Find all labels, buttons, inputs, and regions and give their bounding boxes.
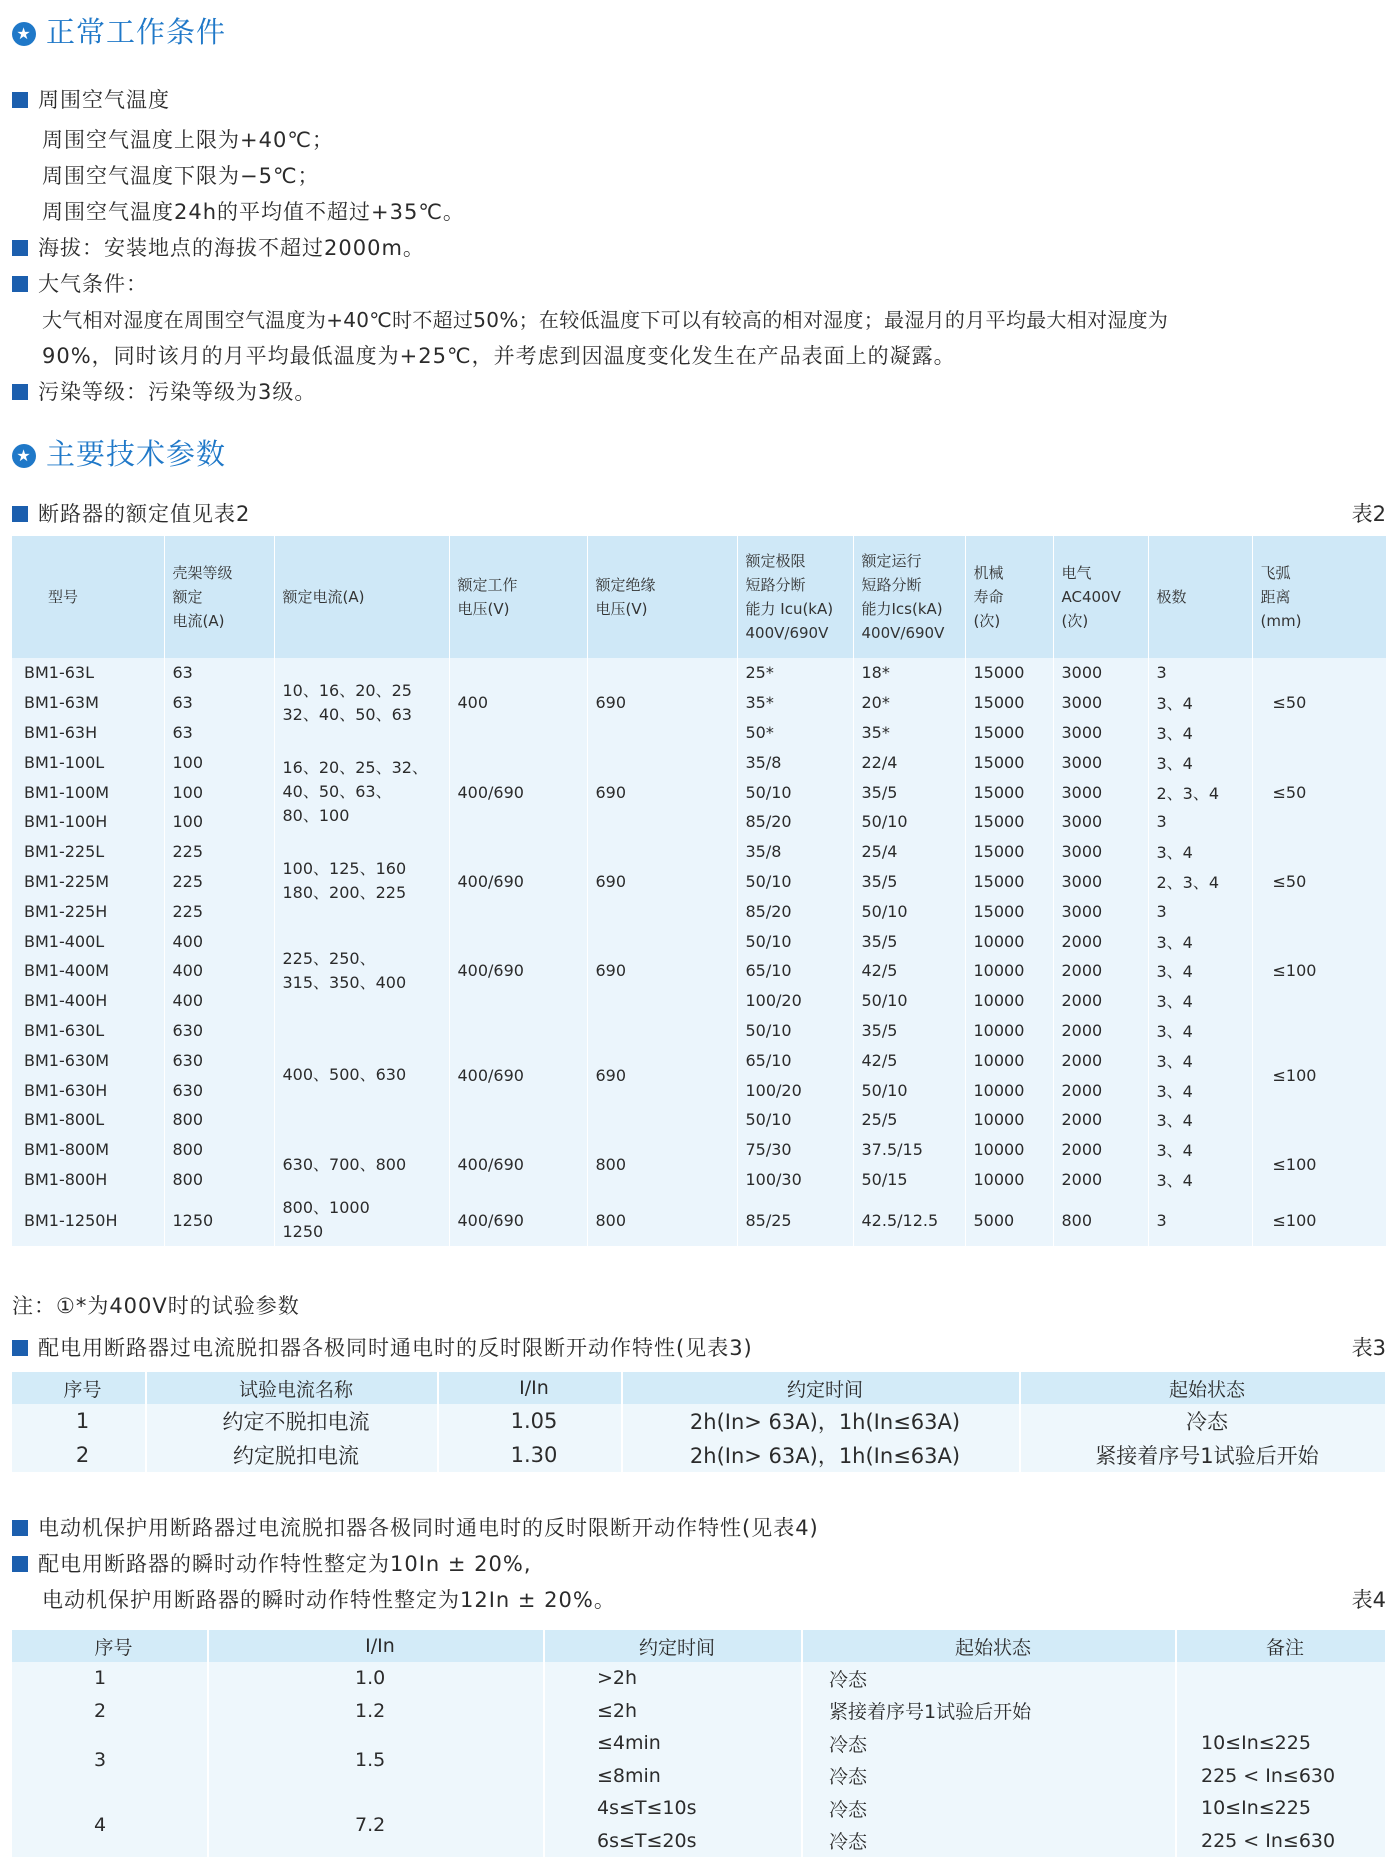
ratio-cell: 1.5 bbox=[208, 1727, 544, 1792]
text-line: 周围空气温度24h的平均值不超过+35℃。 bbox=[42, 200, 465, 224]
mechanical-life-cell: 10000 bbox=[965, 956, 1053, 986]
caption-text: 配电用断路器过电流脱扣器各极同时通电时的反时限断开动作特性(见表3) bbox=[38, 1336, 753, 1360]
insulation-voltage-cell: 800 bbox=[587, 1194, 737, 1246]
ics-cell: 42/5 bbox=[853, 1045, 965, 1075]
model-cell: BM1-100L bbox=[12, 747, 164, 777]
table-header-cell: 约定时间 bbox=[544, 1630, 802, 1662]
icu-cell: 100/30 bbox=[737, 1165, 853, 1195]
frame-current-cell: 100 bbox=[164, 747, 274, 777]
table-header-cell: 壳架等级 额定 电流(A) bbox=[164, 536, 274, 658]
text-line: 周围空气温度上限为+40℃； bbox=[42, 128, 334, 152]
insulation-voltage-cell: 690 bbox=[587, 926, 737, 1015]
table3-label: 表3 bbox=[1351, 1336, 1386, 1360]
bullet-pollution bbox=[12, 376, 316, 406]
table-header-cell: 额定工作 电压(V) bbox=[449, 536, 587, 658]
table-row bbox=[12, 1404, 1386, 1438]
rated-current-cell: 630、700、800 bbox=[274, 1135, 449, 1195]
icu-cell: 35/8 bbox=[737, 747, 853, 777]
time-cell: 4s≤T≤10s bbox=[544, 1792, 802, 1825]
poles-cell: 3、4 bbox=[1148, 956, 1252, 986]
bullet-text: 周围空气温度 bbox=[38, 88, 170, 112]
model-cell: BM1-100M bbox=[12, 777, 164, 807]
model-cell: BM1-400M bbox=[12, 956, 164, 986]
table-row bbox=[12, 1194, 1386, 1246]
ics-cell: 25/4 bbox=[853, 837, 965, 867]
frame-current-cell: 100 bbox=[164, 807, 274, 837]
table-header-cell: 额定极限 短路分断 能力 Icu(kA) 400V/690V bbox=[737, 536, 853, 658]
bullet-text: 大气条件： bbox=[38, 272, 148, 296]
ics-cell: 50/10 bbox=[853, 986, 965, 1016]
ratio-cell: 7.2 bbox=[208, 1792, 544, 1857]
bullet-ambient-temp bbox=[12, 84, 170, 114]
table-header-cell: 起始状态 bbox=[802, 1630, 1176, 1662]
ics-cell: 22/4 bbox=[853, 747, 965, 777]
frame-current-cell: 225 bbox=[164, 837, 274, 867]
bullet-atmosphere bbox=[12, 268, 148, 298]
ics-cell: 50/10 bbox=[853, 807, 965, 837]
insulation-voltage-cell: 690 bbox=[587, 658, 737, 747]
table-row bbox=[12, 1016, 1386, 1046]
section-title-tech-params bbox=[12, 432, 226, 473]
poles-cell: 3、4 bbox=[1148, 1135, 1252, 1165]
table-row bbox=[12, 837, 1386, 867]
model-cell: BM1-800L bbox=[12, 1105, 164, 1135]
model-cell: BM1-100H bbox=[12, 807, 164, 837]
time-cell: ≤4min bbox=[544, 1727, 802, 1760]
ics-cell: 35/5 bbox=[853, 926, 965, 956]
table-header-cell: I/In bbox=[438, 1372, 622, 1404]
model-cell: BM1-630M bbox=[12, 1045, 164, 1075]
model-cell: BM1-400L bbox=[12, 926, 164, 956]
table-header-cell: 额定绝缘 电压(V) bbox=[587, 536, 737, 658]
remark-cell bbox=[1176, 1662, 1386, 1695]
frame-current-cell: 800 bbox=[164, 1105, 274, 1135]
table-cell: 1.05 bbox=[438, 1404, 622, 1438]
mechanical-life-cell: 10000 bbox=[965, 1105, 1053, 1135]
electrical-life-cell: 3000 bbox=[1053, 867, 1148, 897]
mechanical-life-cell: 15000 bbox=[965, 688, 1053, 718]
frame-current-cell: 630 bbox=[164, 1075, 274, 1105]
mechanical-life-cell: 10000 bbox=[965, 926, 1053, 956]
poles-cell: 3、4 bbox=[1148, 747, 1252, 777]
electrical-life-cell: 2000 bbox=[1053, 1045, 1148, 1075]
ics-cell: 25/5 bbox=[853, 1105, 965, 1135]
time-cell: ≤2h bbox=[544, 1695, 802, 1728]
seq-cell: 3 bbox=[12, 1727, 208, 1792]
mechanical-life-cell: 10000 bbox=[965, 986, 1053, 1016]
frame-current-cell: 400 bbox=[164, 986, 274, 1016]
square-bullet-icon bbox=[12, 1520, 28, 1536]
icu-cell: 50/10 bbox=[737, 867, 853, 897]
square-bullet-icon bbox=[12, 506, 28, 522]
insulation-voltage-cell: 690 bbox=[587, 747, 737, 836]
poles-cell: 3 bbox=[1148, 807, 1252, 837]
icu-cell: 65/10 bbox=[737, 956, 853, 986]
star-icon: ★ bbox=[12, 22, 36, 46]
section-title-text: 正常工作条件 bbox=[46, 15, 227, 49]
square-bullet-icon bbox=[12, 384, 28, 400]
table-row bbox=[12, 1727, 1386, 1760]
ratio-cell: 1.2 bbox=[208, 1695, 544, 1728]
table-row bbox=[12, 926, 1386, 956]
caption-text: 配电用断路器的瞬时动作特性整定为10In ± 20%, bbox=[38, 1552, 532, 1576]
mechanical-life-cell: 10000 bbox=[965, 1165, 1053, 1195]
frame-current-cell: 400 bbox=[164, 956, 274, 986]
mechanical-life-cell: 15000 bbox=[965, 807, 1053, 837]
time-cell: >2h bbox=[544, 1662, 802, 1695]
poles-cell: 3、4 bbox=[1148, 986, 1252, 1016]
rated-current-cell: 800、1000 1250 bbox=[274, 1194, 449, 1246]
table-cell: 约定脱扣电流 bbox=[146, 1438, 438, 1472]
rated-voltage-cell: 400/690 bbox=[449, 837, 587, 926]
table3-caption bbox=[12, 1332, 753, 1362]
frame-current-cell: 63 bbox=[164, 658, 274, 688]
table2-caption bbox=[12, 498, 250, 528]
star-icon: ★ bbox=[12, 444, 36, 468]
table-row bbox=[12, 1792, 1386, 1825]
mechanical-life-cell: 15000 bbox=[965, 718, 1053, 748]
table-header-cell: 约定时间 bbox=[622, 1372, 1020, 1404]
text-line: 大气相对湿度在周围空气温度为+40℃时不超过50%；在较低温度下可以有较高的相对湿度；最湿月的月平均最大相对湿度为 bbox=[42, 308, 1169, 332]
mechanical-life-cell: 15000 bbox=[965, 747, 1053, 777]
state-cell: 冷态 bbox=[802, 1825, 1176, 1858]
table-header-cell: 备注 bbox=[1176, 1630, 1386, 1662]
mechanical-life-cell: 15000 bbox=[965, 777, 1053, 807]
model-cell: BM1-225L bbox=[12, 837, 164, 867]
ics-cell: 50/10 bbox=[853, 1075, 965, 1105]
poles-cell: 3、4 bbox=[1148, 926, 1252, 956]
poles-cell: 3、4 bbox=[1148, 688, 1252, 718]
icu-cell: 85/20 bbox=[737, 896, 853, 926]
icu-cell: 50/10 bbox=[737, 1016, 853, 1046]
frame-current-cell: 400 bbox=[164, 926, 274, 956]
bullet-text: 海拔：安装地点的海拔不超过2000m。 bbox=[38, 236, 425, 260]
state-cell: 冷态 bbox=[802, 1760, 1176, 1793]
table-row bbox=[12, 1438, 1386, 1472]
ics-cell: 20* bbox=[853, 688, 965, 718]
icu-cell: 100/20 bbox=[737, 986, 853, 1016]
remark-cell: 225 < In≤630 bbox=[1176, 1760, 1386, 1793]
poles-cell: 3、4 bbox=[1148, 837, 1252, 867]
frame-current-cell: 630 bbox=[164, 1045, 274, 1075]
mechanical-life-cell: 15000 bbox=[965, 867, 1053, 897]
electrical-life-cell: 3000 bbox=[1053, 777, 1148, 807]
square-bullet-icon bbox=[12, 276, 28, 292]
poles-cell: 3、4 bbox=[1148, 1016, 1252, 1046]
state-cell: 冷态 bbox=[802, 1727, 1176, 1760]
icu-cell: 85/25 bbox=[737, 1194, 853, 1246]
note-text: 注：①*为400V时的试验参数 bbox=[12, 1294, 300, 1318]
poles-cell: 3、4 bbox=[1148, 1075, 1252, 1105]
caption-text: 断路器的额定值见表2 bbox=[38, 502, 251, 526]
time-cell: 6s≤T≤20s bbox=[544, 1825, 802, 1858]
table-header-cell: I/In bbox=[208, 1630, 544, 1662]
square-bullet-icon bbox=[12, 1556, 28, 1572]
frame-current-cell: 800 bbox=[164, 1165, 274, 1195]
insulation-voltage-cell: 800 bbox=[587, 1135, 737, 1195]
rating-table bbox=[12, 536, 1387, 1246]
arc-distance-cell: ≤100 bbox=[1252, 1135, 1386, 1195]
table-header-cell: 飞弧 距离 (mm) bbox=[1252, 536, 1386, 658]
text-line: 周围空气温度下限为−5℃； bbox=[42, 164, 320, 188]
mechanical-life-cell: 15000 bbox=[965, 837, 1053, 867]
electrical-life-cell: 3000 bbox=[1053, 747, 1148, 777]
table-header-cell: 机械 寿命 (次) bbox=[965, 536, 1053, 658]
icu-cell: 85/20 bbox=[737, 807, 853, 837]
table-cell: 2h(In> 63A)，1h(In≤63A) bbox=[622, 1404, 1020, 1438]
state-cell: 紧接着序号1试验后开始 bbox=[802, 1695, 1176, 1728]
mechanical-life-cell: 10000 bbox=[965, 1135, 1053, 1165]
model-cell: BM1-800M bbox=[12, 1135, 164, 1165]
table-cell: 紧接着序号1试验后开始 bbox=[1020, 1438, 1386, 1472]
ics-cell: 37.5/15 bbox=[853, 1135, 965, 1165]
electrical-life-cell: 3000 bbox=[1053, 896, 1148, 926]
rated-voltage-cell: 400 bbox=[449, 658, 587, 747]
electrical-life-cell: 2000 bbox=[1053, 1016, 1148, 1046]
rated-voltage-cell: 400/690 bbox=[449, 1194, 587, 1246]
seq-cell: 4 bbox=[12, 1792, 208, 1857]
text-line: 90%，同时该月的月平均最低温度为+25℃，并考虑到因温度变化发生在产品表面上的凝露。 bbox=[42, 344, 956, 368]
arc-distance-cell: ≤100 bbox=[1252, 1194, 1386, 1246]
electrical-life-cell: 2000 bbox=[1053, 926, 1148, 956]
model-cell: BM1-63M bbox=[12, 688, 164, 718]
frame-current-cell: 100 bbox=[164, 777, 274, 807]
table-row bbox=[12, 1662, 1386, 1695]
poles-cell: 3、4 bbox=[1148, 1105, 1252, 1135]
rated-voltage-cell: 400/690 bbox=[449, 926, 587, 1015]
poles-cell: 3、4 bbox=[1148, 1045, 1252, 1075]
frame-current-cell: 630 bbox=[164, 1016, 274, 1046]
table-header-cell: 起始状态 bbox=[1020, 1372, 1386, 1404]
mechanical-life-cell: 15000 bbox=[965, 658, 1053, 688]
rated-current-cell: 100、125、160 180、200、225 bbox=[274, 837, 449, 926]
insulation-voltage-cell: 690 bbox=[587, 1016, 737, 1135]
seq-cell: 1 bbox=[12, 1662, 208, 1695]
frame-current-cell: 63 bbox=[164, 718, 274, 748]
electrical-life-cell: 3000 bbox=[1053, 658, 1148, 688]
mechanical-life-cell: 5000 bbox=[965, 1194, 1053, 1246]
mechanical-life-cell: 15000 bbox=[965, 896, 1053, 926]
model-cell: BM1-225H bbox=[12, 896, 164, 926]
poles-cell: 3 bbox=[1148, 896, 1252, 926]
poles-cell: 2、3、4 bbox=[1148, 777, 1252, 807]
arc-distance-cell: ≤100 bbox=[1252, 1016, 1386, 1135]
table-cell: 2h(In> 63A)，1h(In≤63A) bbox=[622, 1438, 1020, 1472]
electrical-life-cell: 2000 bbox=[1053, 1105, 1148, 1135]
electrical-life-cell: 2000 bbox=[1053, 1165, 1148, 1195]
icu-cell: 65/10 bbox=[737, 1045, 853, 1075]
table-cell: 1 bbox=[12, 1404, 146, 1438]
table-header-cell: 型号 bbox=[12, 536, 164, 658]
frame-current-cell: 225 bbox=[164, 896, 274, 926]
arc-distance-cell: ≤50 bbox=[1252, 837, 1386, 926]
rated-voltage-cell: 400/690 bbox=[449, 1135, 587, 1195]
ics-cell: 42.5/12.5 bbox=[853, 1194, 965, 1246]
table-header-cell: 序号 bbox=[12, 1630, 208, 1662]
ics-cell: 42/5 bbox=[853, 956, 965, 986]
icu-cell: 35/8 bbox=[737, 837, 853, 867]
rated-current-cell: 225、250、 315、350、400 bbox=[274, 926, 449, 1015]
insulation-voltage-cell: 690 bbox=[587, 837, 737, 926]
square-bullet-icon bbox=[12, 92, 28, 108]
table-header-cell: 电气 AC400V (次) bbox=[1053, 536, 1148, 658]
table4-caption-2 bbox=[12, 1548, 532, 1578]
poles-cell: 3 bbox=[1148, 1194, 1252, 1246]
time-cell: ≤8min bbox=[544, 1760, 802, 1793]
electrical-life-cell: 3000 bbox=[1053, 837, 1148, 867]
table-row bbox=[12, 747, 1386, 777]
state-cell: 冷态 bbox=[802, 1792, 1176, 1825]
icu-cell: 35* bbox=[737, 688, 853, 718]
square-bullet-icon bbox=[12, 1340, 28, 1356]
mechanical-life-cell: 10000 bbox=[965, 1075, 1053, 1105]
icu-cell: 50* bbox=[737, 718, 853, 748]
table4-label: 表4 bbox=[1351, 1588, 1386, 1612]
table-header-cell: 试验电流名称 bbox=[146, 1372, 438, 1404]
model-cell: BM1-400H bbox=[12, 986, 164, 1016]
rated-current-cell: 10、16、20、25 32、40、50、63 bbox=[274, 658, 449, 747]
arc-distance-cell: ≤100 bbox=[1252, 926, 1386, 1015]
state-cell: 冷态 bbox=[802, 1662, 1176, 1695]
icu-cell: 50/10 bbox=[737, 777, 853, 807]
ics-cell: 35/5 bbox=[853, 777, 965, 807]
table2-label: 表2 bbox=[1351, 502, 1386, 526]
table-row bbox=[12, 1695, 1386, 1728]
rated-voltage-cell: 400/690 bbox=[449, 747, 587, 836]
section-title-working-conditions bbox=[12, 10, 226, 51]
bullet-text: 污染等级：污染等级为3级。 bbox=[38, 380, 317, 404]
poles-cell: 3、4 bbox=[1148, 718, 1252, 748]
table-row bbox=[12, 1135, 1386, 1165]
section-title-text: 主要技术参数 bbox=[46, 437, 227, 471]
model-cell: BM1-630L bbox=[12, 1016, 164, 1046]
table-header-cell: 额定电流(A) bbox=[274, 536, 449, 658]
remark-cell: 225 < In≤630 bbox=[1176, 1825, 1386, 1858]
table-cell: 1.30 bbox=[438, 1438, 622, 1472]
electrical-life-cell: 2000 bbox=[1053, 956, 1148, 986]
remark-cell: 10≤In≤225 bbox=[1176, 1727, 1386, 1760]
icu-cell: 25* bbox=[737, 658, 853, 688]
icu-cell: 75/30 bbox=[737, 1135, 853, 1165]
table-header-cell: 序号 bbox=[12, 1372, 146, 1404]
electrical-life-cell: 800 bbox=[1053, 1194, 1148, 1246]
electrical-life-cell: 3000 bbox=[1053, 718, 1148, 748]
model-cell: BM1-63H bbox=[12, 718, 164, 748]
table-cell: 冷态 bbox=[1020, 1404, 1386, 1438]
frame-current-cell: 225 bbox=[164, 867, 274, 897]
ics-cell: 50/10 bbox=[853, 896, 965, 926]
mechanical-life-cell: 10000 bbox=[965, 1016, 1053, 1046]
model-cell: BM1-630H bbox=[12, 1075, 164, 1105]
electrical-life-cell: 3000 bbox=[1053, 688, 1148, 718]
ratio-cell: 1.0 bbox=[208, 1662, 544, 1695]
seq-cell: 2 bbox=[12, 1695, 208, 1728]
table4 bbox=[12, 1630, 1387, 1857]
icu-cell: 100/20 bbox=[737, 1075, 853, 1105]
bullet-altitude bbox=[12, 232, 425, 262]
table-header-cell: 极数 bbox=[1148, 536, 1252, 658]
ics-cell: 35/5 bbox=[853, 867, 965, 897]
rated-current-cell: 16、20、25、32、 40、50、63、 80、100 bbox=[274, 747, 449, 836]
electrical-life-cell: 3000 bbox=[1053, 807, 1148, 837]
square-bullet-icon bbox=[12, 240, 28, 256]
remark-cell: 10≤In≤225 bbox=[1176, 1792, 1386, 1825]
ics-cell: 50/15 bbox=[853, 1165, 965, 1195]
table-cell: 2 bbox=[12, 1438, 146, 1472]
model-cell: BM1-800H bbox=[12, 1165, 164, 1195]
icu-cell: 50/10 bbox=[737, 926, 853, 956]
frame-current-cell: 63 bbox=[164, 688, 274, 718]
poles-cell: 3 bbox=[1148, 658, 1252, 688]
table-cell: 约定不脱扣电流 bbox=[146, 1404, 438, 1438]
rated-voltage-cell: 400/690 bbox=[449, 1016, 587, 1135]
frame-current-cell: 1250 bbox=[164, 1194, 274, 1246]
table4-caption-3: 电动机保护用断路器的瞬时动作特性整定为12In ± 20%。 bbox=[42, 1588, 616, 1612]
arc-distance-cell: ≤50 bbox=[1252, 747, 1386, 836]
model-cell: BM1-1250H bbox=[12, 1194, 164, 1246]
arc-distance-cell: ≤50 bbox=[1252, 658, 1386, 747]
table-row bbox=[12, 658, 1386, 688]
model-cell: BM1-225M bbox=[12, 867, 164, 897]
poles-cell: 3、4 bbox=[1148, 1165, 1252, 1195]
remark-cell bbox=[1176, 1695, 1386, 1728]
ics-cell: 35* bbox=[853, 718, 965, 748]
table-header-cell: 额定运行 短路分断 能力Ics(kA) 400V/690V bbox=[853, 536, 965, 658]
frame-current-cell: 800 bbox=[164, 1135, 274, 1165]
poles-cell: 2、3、4 bbox=[1148, 867, 1252, 897]
ics-cell: 35/5 bbox=[853, 1016, 965, 1046]
table3 bbox=[12, 1372, 1387, 1472]
electrical-life-cell: 2000 bbox=[1053, 1135, 1148, 1165]
electrical-life-cell: 2000 bbox=[1053, 1075, 1148, 1105]
caption-text: 电动机保护用断路器过电流脱扣器各极同时通电时的反时限断开动作特性(见表4) bbox=[38, 1516, 819, 1540]
ics-cell: 18* bbox=[853, 658, 965, 688]
table4-caption-1 bbox=[12, 1512, 819, 1542]
mechanical-life-cell: 10000 bbox=[965, 1045, 1053, 1075]
model-cell: BM1-63L bbox=[12, 658, 164, 688]
electrical-life-cell: 2000 bbox=[1053, 986, 1148, 1016]
icu-cell: 50/10 bbox=[737, 1105, 853, 1135]
rated-current-cell: 400、500、630 bbox=[274, 1016, 449, 1135]
